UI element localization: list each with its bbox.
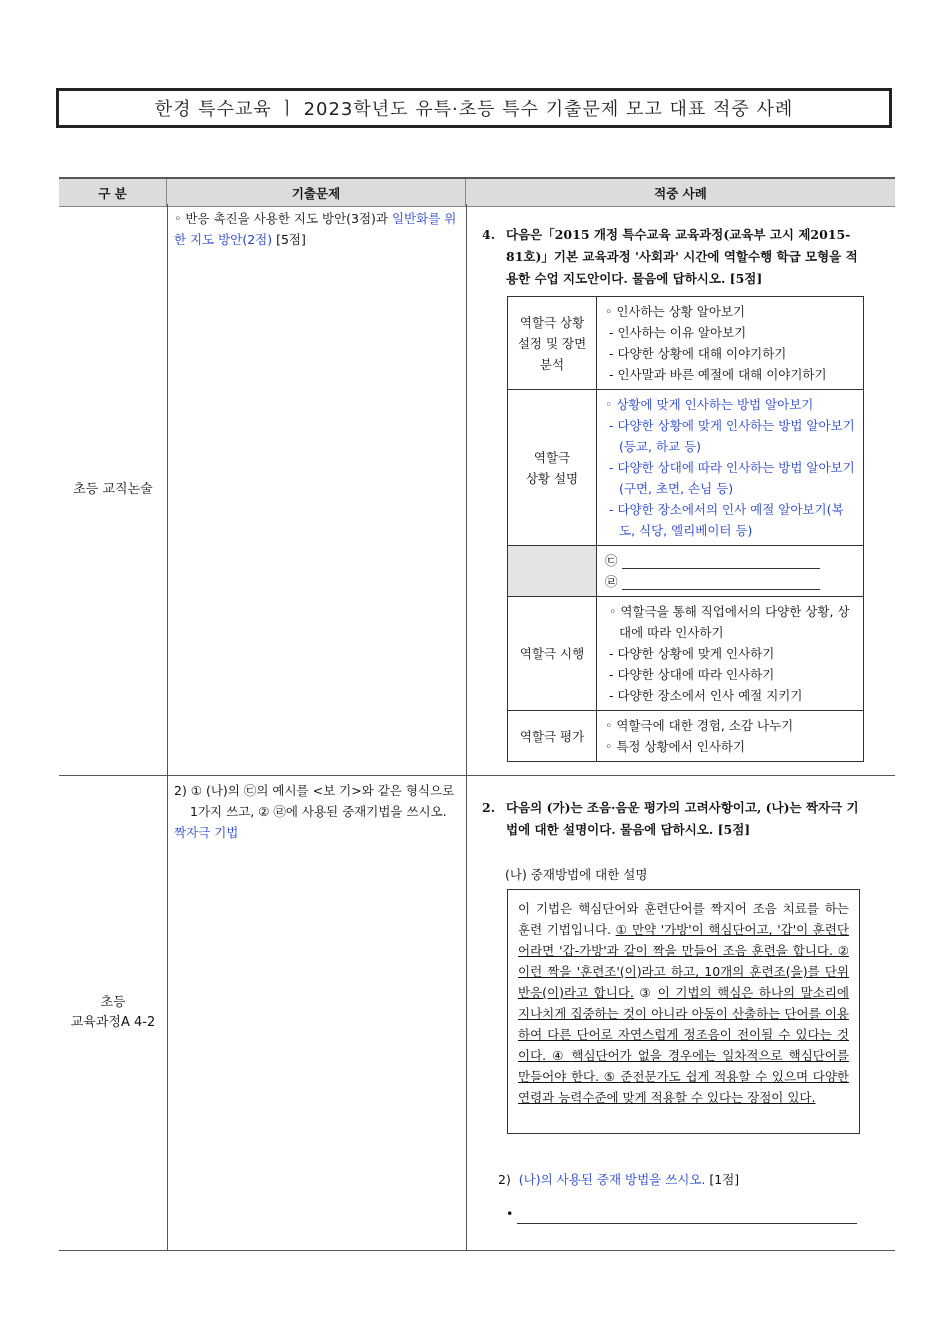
- stage-content-evaluate: ◦ 역할극에 대한 경험, 소감 나누기 ◦ 특정 상황에서 인사하기: [597, 711, 864, 762]
- answer-line: •: [506, 1203, 857, 1224]
- row2-hit-question: 2. 다음의 (가)는 조음·음운 평가의 고려사항이고, (나)는 짝자극 기법에 대한 설명이다. 물음에 답하시오. [5점]: [482, 800, 859, 837]
- header-category: 구 분: [59, 179, 167, 206]
- stage-label-setting: 역할극 상황 설정 및 장면 분석: [508, 297, 597, 390]
- row1-hit-question: 4. 다음은「2015 개정 특수교육 교육과정(교육부 고시 제2015-81호)」기본 교육과정 '사회과' 시간에 역할수행 학급 모형을 적용한 수업 지도안이다. 물음에 답하시오. [5점]: [482, 227, 858, 286]
- table-bottom-line: [59, 1250, 895, 1251]
- stage-label-evaluate: 역할극 평가: [508, 711, 597, 762]
- answer-blank-3: [517, 1209, 857, 1224]
- stage-label-explain: 역할극 상황 설명: [508, 390, 597, 546]
- column-divider-2: [466, 204, 467, 1250]
- row2-category: 초등 교육과정A 4-2: [70, 995, 156, 1030]
- row1-exam-question: ◦ 반응 촉진을 사용한 지도 방안(3점)과 일반화를 위한 지도 방안(2점) [5점]: [174, 211, 457, 247]
- stage-content-blank: ㉢ ㉣: [597, 546, 864, 597]
- table-header: [59, 177, 895, 207]
- stage-label-blank: [508, 546, 597, 597]
- answer-blank-1: [622, 554, 820, 569]
- row2-subquestion: 2) (나)의 사용된 중재 방법을 쓰시오. [1점]: [498, 1172, 740, 1187]
- stage-content-perform: ◦ 역할극을 통해 직업에서의 다양한 상황, 상대에 따라 인사하기 - 다양한 상황에 맞게 인사하기 - 다양한 상대에 따라 인사하기 - 다양한 장소에서 인사 예절 지키기: [597, 597, 864, 711]
- page-title: 한경 특수교육 ㅣ 2023학년도 유특·초등 특수 기출문제 모고 대표 적중 사례: [56, 88, 892, 128]
- stage-content-setting: ◦ 인사하는 상황 알아보기 - 인사하는 이유 알아보기 - 다양한 상황에 대해 이야기하기 - 인사말과 바른 예절에 대해 이야기하기: [597, 297, 864, 390]
- row1-category: 초등 교직논술: [73, 482, 153, 497]
- stage-label-perform: 역할극 시행: [508, 597, 597, 711]
- lesson-plan-table: [507, 296, 864, 762]
- column-divider-1: [167, 204, 168, 1250]
- header-exam: 기출문제: [167, 179, 466, 206]
- header-hit-case: 적중 사례: [654, 185, 707, 201]
- row2-exam-question: 2) ① (나)의 ㉢의 예시를 <보 기>와 같은 형식으로 1가지 쓰고, ② ㉣에 사용된 중재기법을 쓰시오. 짝자극 기법: [174, 783, 455, 840]
- row2-subtitle: (나) 중재방법에 대한 설명: [505, 867, 648, 882]
- stage-content-explain: ◦ 상황에 맞게 인사하는 방법 알아보기 - 다양한 상황에 맞게 인사하는 방법 알아보기(등교, 하교 등) - 다양한 상대에 따라 인사하는 방법 알아보기(구면, 초면, 손님 등) - 다양한 장소에서의 인사 예절 알아보기(복도, 식당, 엘리베이터 등): [597, 390, 864, 546]
- answer-blank-2: [622, 575, 820, 590]
- method-description-box: 이 기법은 핵심단어와 훈련단어를 짝지어 조음 치료를 하는 훈련 기법입니다. ① 만약 '가방'이 핵심단어고, '갑'이 훈련단어라면 '갑-가방'과 같이 짝을 만들어 조음 훈련을 합니다. ② 이런 짝을 '훈련조'(이)라고 하고, 10개의 훈련조(을)를 단위반응(이)라고 합니다. ③ 이 기법의 핵심은 하나의 말소리에 지나치게 집중하는 것이 아니라 아동이 산출하는 단어를 이용하여 다른 단어로 자연스럽게 정조음이 전이될 수 있다는 것이다. ④ 핵심단어가 없을 경우에는 일차적으로 핵심단어를 만들어야 한다. ⑤ 준전문가도 쉽게 적용할 수 있으며 다양한 연령과 능력수준에 맞게 적용할 수 있다는 장점이 있다.: [507, 889, 860, 1134]
- row-divider: [59, 775, 895, 776]
